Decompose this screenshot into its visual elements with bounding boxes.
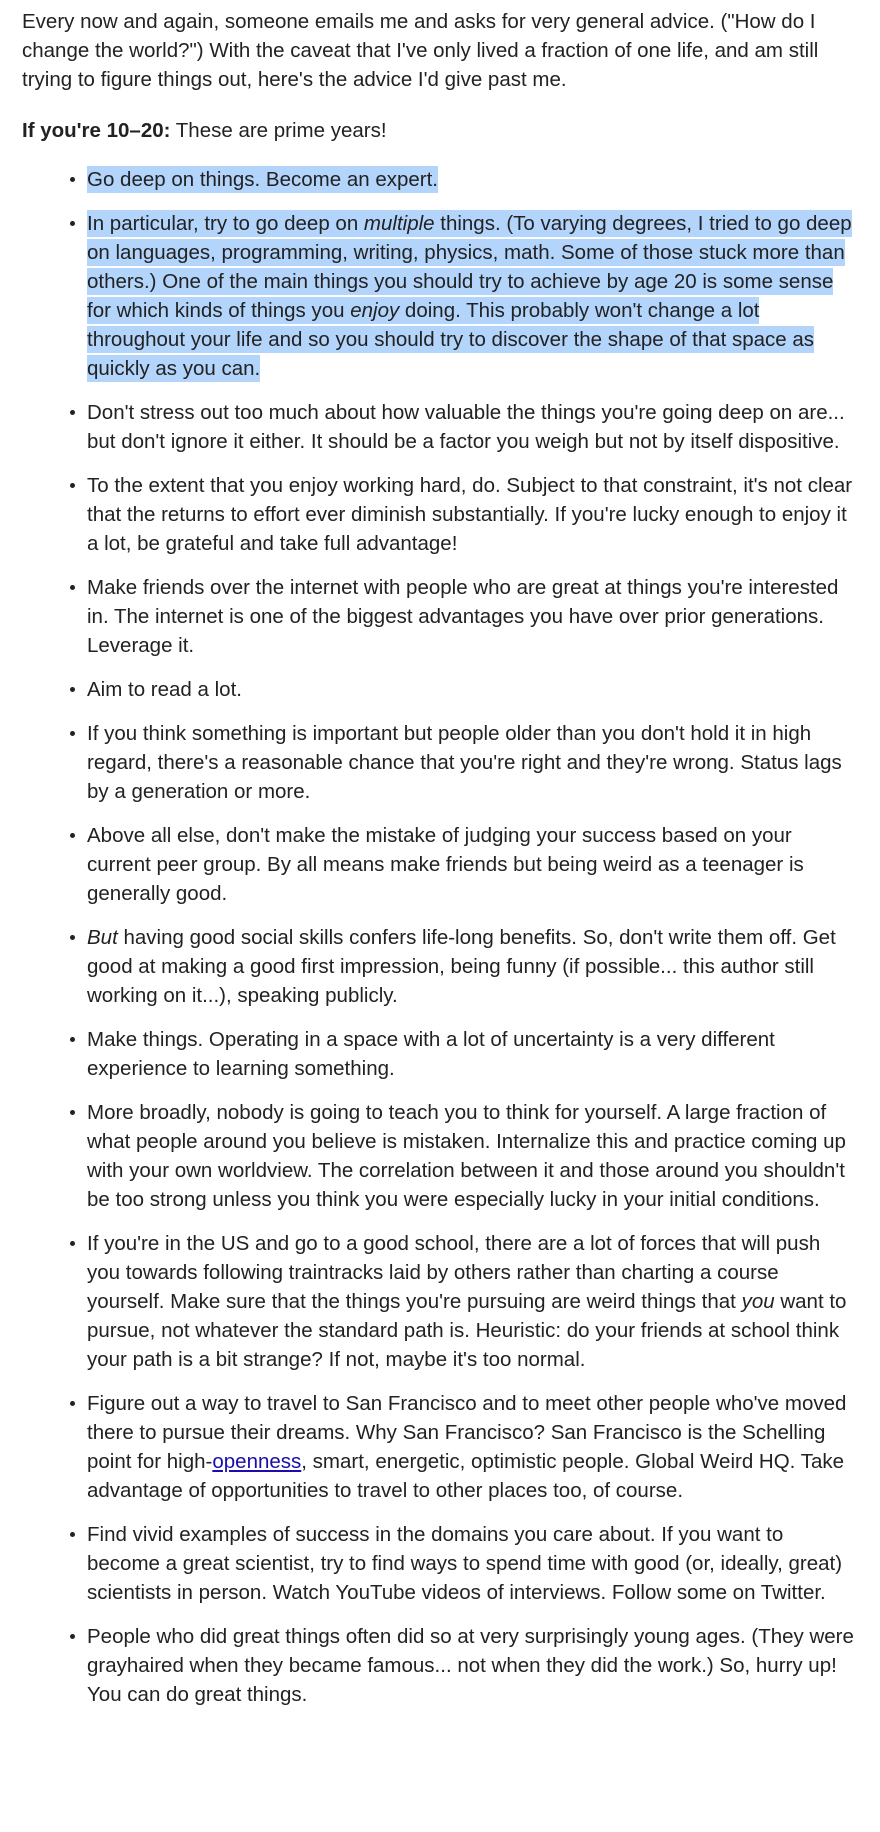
openness-link[interactable]: openness	[212, 1450, 302, 1473]
text-run: Figure out a way to travel to San Francisco and to meet other people who've moved there to pursue their dreams. Why San Francisco? San Francisco is the Schelling point for high-	[87, 1392, 847, 1473]
list-item	[87, 165, 858, 194]
emphasis: multiple	[363, 212, 435, 235]
list-item: If you think something is important but people older than you don't hold it in high regard, there's a reasonable chance that you're right and they're wrong. Status lags by a generation or more.	[87, 719, 858, 806]
list-item: Don't stress out too much about how valuable the things you're going deep on are... but don't ignore it either. It should be a factor you weigh but not by itself dispositive.	[87, 398, 858, 456]
list-item: Find vivid examples of success in the domains you care about. If you want to become a great scientist, try to find ways to spend time with good (or, ideally, great) scientists in person. Watch YouTube videos of interviews. Follow some on Twitter.	[87, 1520, 858, 1607]
text-run: want to pursue, not whatever the standard path is. Heuristic: do your friends at school think your path is a bit strange? If not, maybe it's too normal.	[87, 1290, 847, 1371]
list-item: To the extent that you enjoy working hard, do. Subject to that constraint, it's not clear that the returns to effort ever diminish substantially. If you're lucky enough to enjoy it a lot, be grateful and take full advantage!	[87, 471, 858, 558]
text-run: , smart, energetic, optimistic people. Global Weird HQ. Take advantage of opportunities to travel to other places too, of course.	[87, 1450, 845, 1502]
selected-text	[87, 210, 852, 382]
text-run: having good social skills confers life-long benefits. So, don't write them off. Get good at making a good first impression, being funny (if possible... this author still working on it...), speaking publicly.	[87, 926, 836, 1007]
intro-paragraph: Every now and again, someone emails me and asks for very general advice. ("How do I change the world?") With the caveat that I've only lived a fraction of one life, and am still trying to figure things out, here's the advice I'd give past me.	[22, 10, 819, 91]
text-run: In particular, try to go deep on	[87, 212, 364, 235]
list-item: Above all else, don't make the mistake of judging your success based on your current peer group. By all means make friends but being weird as a teenager is generally good.	[87, 821, 858, 908]
section-label: If you're 10–20:	[22, 119, 171, 142]
text-run: If you're in the US and go to a good school, there are a lot of forces that will push you towards following traintracks laid by others rather than charting a course yourself. Make sure that the things you're pursuing are weird things that	[87, 1232, 821, 1313]
list-item: Aim to read a lot.	[87, 675, 858, 704]
advice-list	[22, 165, 858, 1709]
list-item: People who did great things often did so at very surprisingly young ages. (They were grayhaired when they became famous... not when they did the work.) So, hurry up! You can do great things.	[87, 1622, 858, 1709]
section-heading	[22, 116, 858, 145]
emphasis: you	[741, 1290, 775, 1313]
text-run: doing. This probably won't change a lot throughout your life and so you should try to discover the shape of that space as quickly as you can.	[87, 299, 815, 380]
section-tagline: These are prime years!	[170, 119, 387, 142]
list-item: Make things. Operating in a space with a lot of uncertainty is a very different experience to learning something.	[87, 1025, 858, 1083]
list-item	[87, 1389, 858, 1505]
list-item	[87, 209, 858, 383]
list-item	[87, 1229, 858, 1374]
emphasis: enjoy	[350, 299, 400, 322]
text-run: things. (To varying degrees, I tried to go deep on languages, programming, writing, physics, math. Some of those stuck more than others.) One of the main things you should try to achieve by age 20 is some sense for which kinds of things you	[87, 212, 852, 322]
list-item	[87, 923, 858, 1010]
selected-text: Go deep on things. Become an expert.	[87, 168, 439, 191]
emphasis: But	[87, 926, 118, 949]
list-item: Make friends over the internet with people who are great at things you're interested in. The internet is one of the biggest advantages you have over prior generations. Leverage it.	[87, 573, 858, 660]
list-item: More broadly, nobody is going to teach you to think for yourself. A large fraction of what people around you believe is mistaken. Internalize this and practice coming up with your own worldview. The correlation between it and those around you shouldn't be too strong unless you think you were especially lucky in your initial conditions.	[87, 1098, 858, 1214]
